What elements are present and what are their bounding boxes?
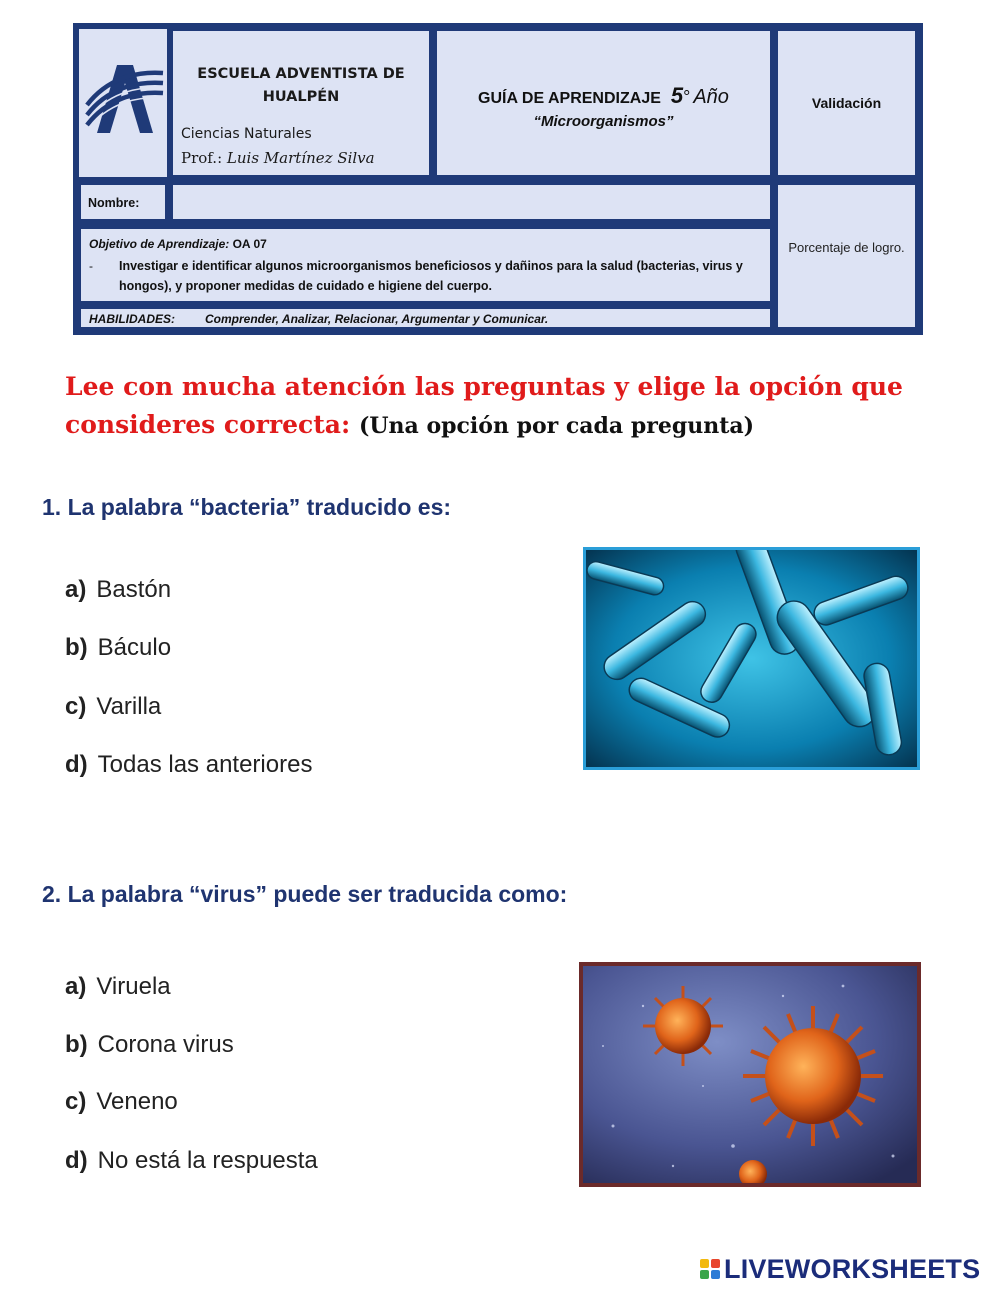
bacteria-image [583, 547, 920, 770]
option-text: No está la respuesta [97, 1147, 318, 1174]
teacher-name [181, 149, 375, 167]
option-text: Varilla [96, 693, 162, 720]
option-text: Veneno [96, 1088, 178, 1115]
question-1-text: 1. La palabra “bacteria” traducido es: [42, 494, 452, 520]
option-text: Corona virus [97, 1031, 234, 1058]
skills-cell [79, 307, 772, 329]
brand-square-icon [700, 1259, 709, 1268]
school-info-cell [171, 29, 431, 177]
brand-name: LIVEWORKSHEETS [724, 1253, 981, 1284]
teacher-name-value: Luis Martínez Silva [226, 149, 375, 167]
guide-title-cell [435, 29, 772, 177]
brand-square-icon [711, 1259, 720, 1268]
question-1-option-a[interactable] [65, 576, 171, 604]
header-table [73, 23, 923, 335]
option-text: Todas las anteriores [97, 751, 313, 778]
percentage-cell [776, 183, 917, 329]
name-label: Nombre: [88, 196, 140, 210]
grade-symbol: ° [683, 87, 691, 107]
school-name-line-1: ESCUELA ADVENTISTA DE [197, 66, 405, 82]
grade-number: 5 [670, 83, 684, 108]
validation-label: Validación [811, 95, 882, 111]
brand-square-icon [700, 1270, 709, 1279]
question-2-text: 2. La palabra “virus” puede ser traducida como: [42, 881, 568, 907]
option-letter: a) [65, 576, 87, 603]
subject-name: Ciencias Naturales [181, 126, 312, 142]
objective-title-label: Objetivo de Aprendizaje: [89, 237, 230, 251]
school-logo-cell [79, 29, 167, 177]
option-text: Báculo [97, 634, 172, 661]
option-letter: d) [65, 1147, 88, 1174]
option-letter: c) [65, 693, 87, 720]
guide-title [437, 83, 770, 109]
objective-code: OA 07 [232, 237, 267, 251]
option-text: Bastón [96, 576, 172, 603]
instructions-main: Lee con mucha atención las preguntas y elige la opción que consideres correcta: [65, 372, 903, 439]
question-2-option-d[interactable] [65, 1147, 318, 1175]
teacher-label: Prof.: [181, 149, 223, 167]
objective-cell [79, 227, 772, 303]
objective-text: Investigar e identificar algunos microorganismos beneficiosos y dañinos para la salud (bacterias, virus y hongos), y proponer medidas de cuidado e higiene del cuerpo. [119, 259, 743, 293]
percentage-label: Porcentaje de logro. [788, 240, 905, 255]
skills-label: HABILIDADES: [89, 312, 175, 326]
school-name [173, 63, 429, 109]
option-letter: b) [65, 634, 88, 661]
skills-text: Comprender, Analizar, Relacionar, Argumentar y Comunicar. [205, 312, 549, 326]
question-1-option-c[interactable] [65, 693, 161, 721]
option-letter: c) [65, 1088, 87, 1115]
question-2-option-b[interactable] [65, 1031, 234, 1059]
question-1-option-b[interactable] [65, 634, 171, 662]
brand-square-icon [711, 1270, 720, 1279]
instructions [65, 368, 965, 445]
name-label-cell [79, 183, 167, 221]
validation-cell [776, 29, 917, 177]
option-text: Viruela [96, 973, 171, 1000]
grade-word: Año [693, 86, 729, 108]
option-letter: d) [65, 751, 88, 778]
school-logo [79, 29, 167, 177]
liveworksheets-logo [700, 1253, 980, 1285]
question-1-option-d[interactable] [65, 751, 312, 779]
question-2-option-c[interactable] [65, 1088, 178, 1116]
brand-mark-icon [700, 1259, 720, 1279]
guide-topic: “Microorganismos” [533, 113, 674, 130]
option-letter: a) [65, 973, 87, 1000]
guide-label: GUÍA DE APRENDIZAJE [478, 90, 661, 107]
option-letter: b) [65, 1031, 88, 1058]
name-field[interactable] [171, 183, 772, 221]
virus-image [579, 962, 921, 1187]
objective-title [89, 237, 267, 251]
instructions-note: (Una opción por cada pregunta) [358, 413, 755, 439]
school-name-line-2: HUALPÉN [262, 89, 340, 105]
objective-bullet: - [89, 259, 93, 273]
question-2-option-a[interactable] [65, 973, 171, 1001]
